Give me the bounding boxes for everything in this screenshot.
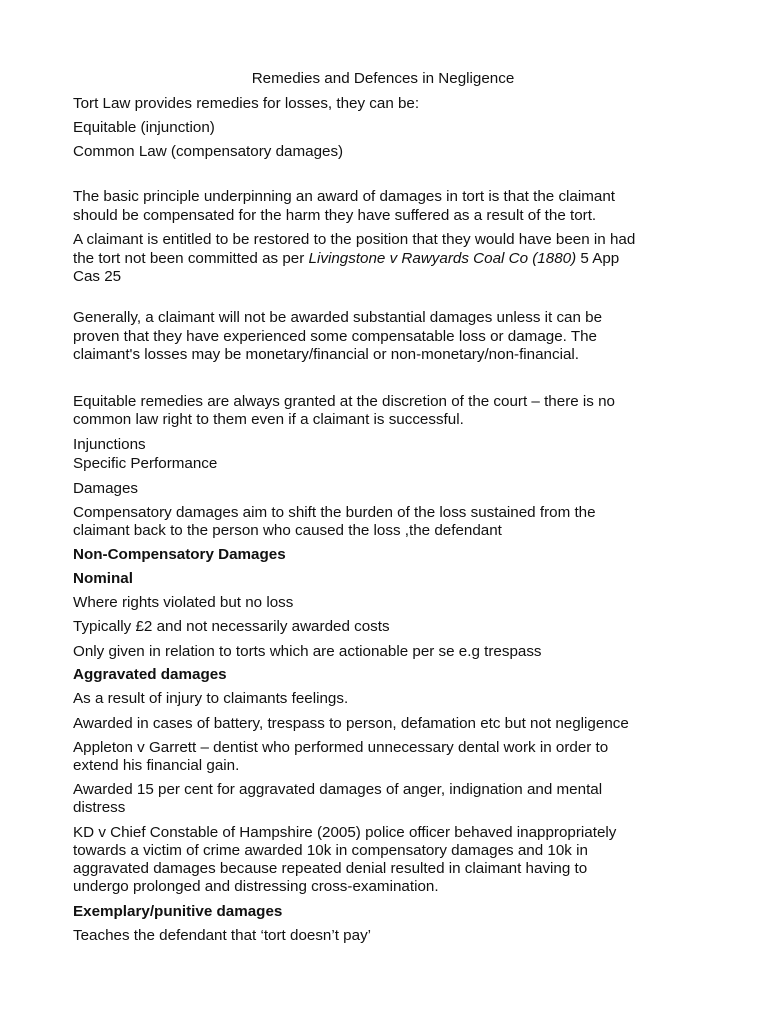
- nominal-heading: Nominal: [73, 570, 133, 587]
- award-line-1: Awarded 15 per cent for aggravated damages of anger, indignation and mental: [73, 781, 603, 798]
- case-citation-livingstone: Livingstone v Rawyards Coal Co (1880): [308, 250, 577, 267]
- compensatory-line-2: claimant back to the person who caused the loss ,the defendant: [73, 522, 502, 539]
- principle-line-1: The basic principle underpinning an award of damages in tort is that the claimant: [73, 188, 615, 205]
- substantial-line-2: proven that they have experienced some compensatable loss or damage. The: [73, 328, 598, 345]
- restoration-line-2-pre: the tort not been committed as per: [73, 250, 309, 267]
- restoration-line-2-post: 5 App: [576, 250, 620, 267]
- aggravated-p2: Awarded in cases of battery, trespass to person, defamation etc but not negligence: [73, 715, 629, 732]
- kd-line-3: aggravated damages because repeated denial resulted in claimant having to: [73, 860, 588, 877]
- nominal-point-1: Where rights violated but no loss: [73, 594, 294, 611]
- substantial-line-3: claimant's losses may be monetary/financial or non-monetary/non-financial.: [73, 346, 580, 363]
- appleton-line-1: Appleton v Garrett – dentist who performed unnecessary dental work in order to: [73, 739, 609, 756]
- kd-line-2: towards a victim of crime awarded 10k in compensatory damages and 10k in: [73, 842, 588, 859]
- nominal-point-3: Only given in relation to torts which are actionable per se e.g trespass: [73, 643, 542, 660]
- damages-heading: Damages: [73, 480, 138, 497]
- compensatory-line-1: Compensatory damages aim to shift the burden of the loss sustained from the: [73, 504, 596, 521]
- kd-line-4: undergo prolonged and distressing cross-examination.: [73, 878, 439, 895]
- exemplary-p1: Teaches the defendant that ‘tort doesn’t pay’: [73, 927, 372, 944]
- page-title: Remedies and Defences in Negligence: [251, 70, 515, 87]
- remedy-type-common-law: Common Law (compensatory damages): [73, 143, 344, 160]
- award-line-2: distress: [73, 799, 126, 816]
- equitable-line-1: Equitable remedies are always granted at the discretion of the court – there is no: [73, 393, 615, 410]
- appleton-line-2: extend his financial gain.: [73, 757, 240, 774]
- restoration-line-1: A claimant is entitled to be restored to the position that they would have been in had: [73, 231, 636, 248]
- remedy-injunctions: Injunctions: [73, 436, 146, 453]
- document-page: [73, 0, 703, 1024]
- equitable-line-2: common law right to them even if a claimant is successful.: [73, 411, 464, 428]
- restoration-line-2: [73, 249, 703, 268]
- nominal-point-2: Typically £2 and not necessarily awarded costs: [73, 618, 390, 635]
- principle-line-2: should be compensated for the harm they have suffered as a result of the tort.: [73, 207, 597, 224]
- restoration-line-3: Cas 25: [73, 268, 122, 285]
- aggravated-heading: Aggravated damages: [73, 666, 227, 683]
- remedy-specific-performance: Specific Performance: [73, 455, 218, 472]
- substantial-line-1: Generally, a claimant will not be awarded substantial damages unless it can be: [73, 309, 603, 326]
- kd-line-1: KD v Chief Constable of Hampshire (2005) police officer behaved inappropriately: [73, 824, 617, 841]
- non-compensatory-heading: Non-Compensatory Damages: [73, 546, 286, 563]
- remedy-type-equitable: Equitable (injunction): [73, 119, 215, 136]
- intro-text: Tort Law provides remedies for losses, they can be:: [73, 95, 420, 112]
- aggravated-p1: As a result of injury to claimants feelings.: [73, 690, 349, 707]
- exemplary-heading: Exemplary/punitive damages: [73, 903, 283, 920]
